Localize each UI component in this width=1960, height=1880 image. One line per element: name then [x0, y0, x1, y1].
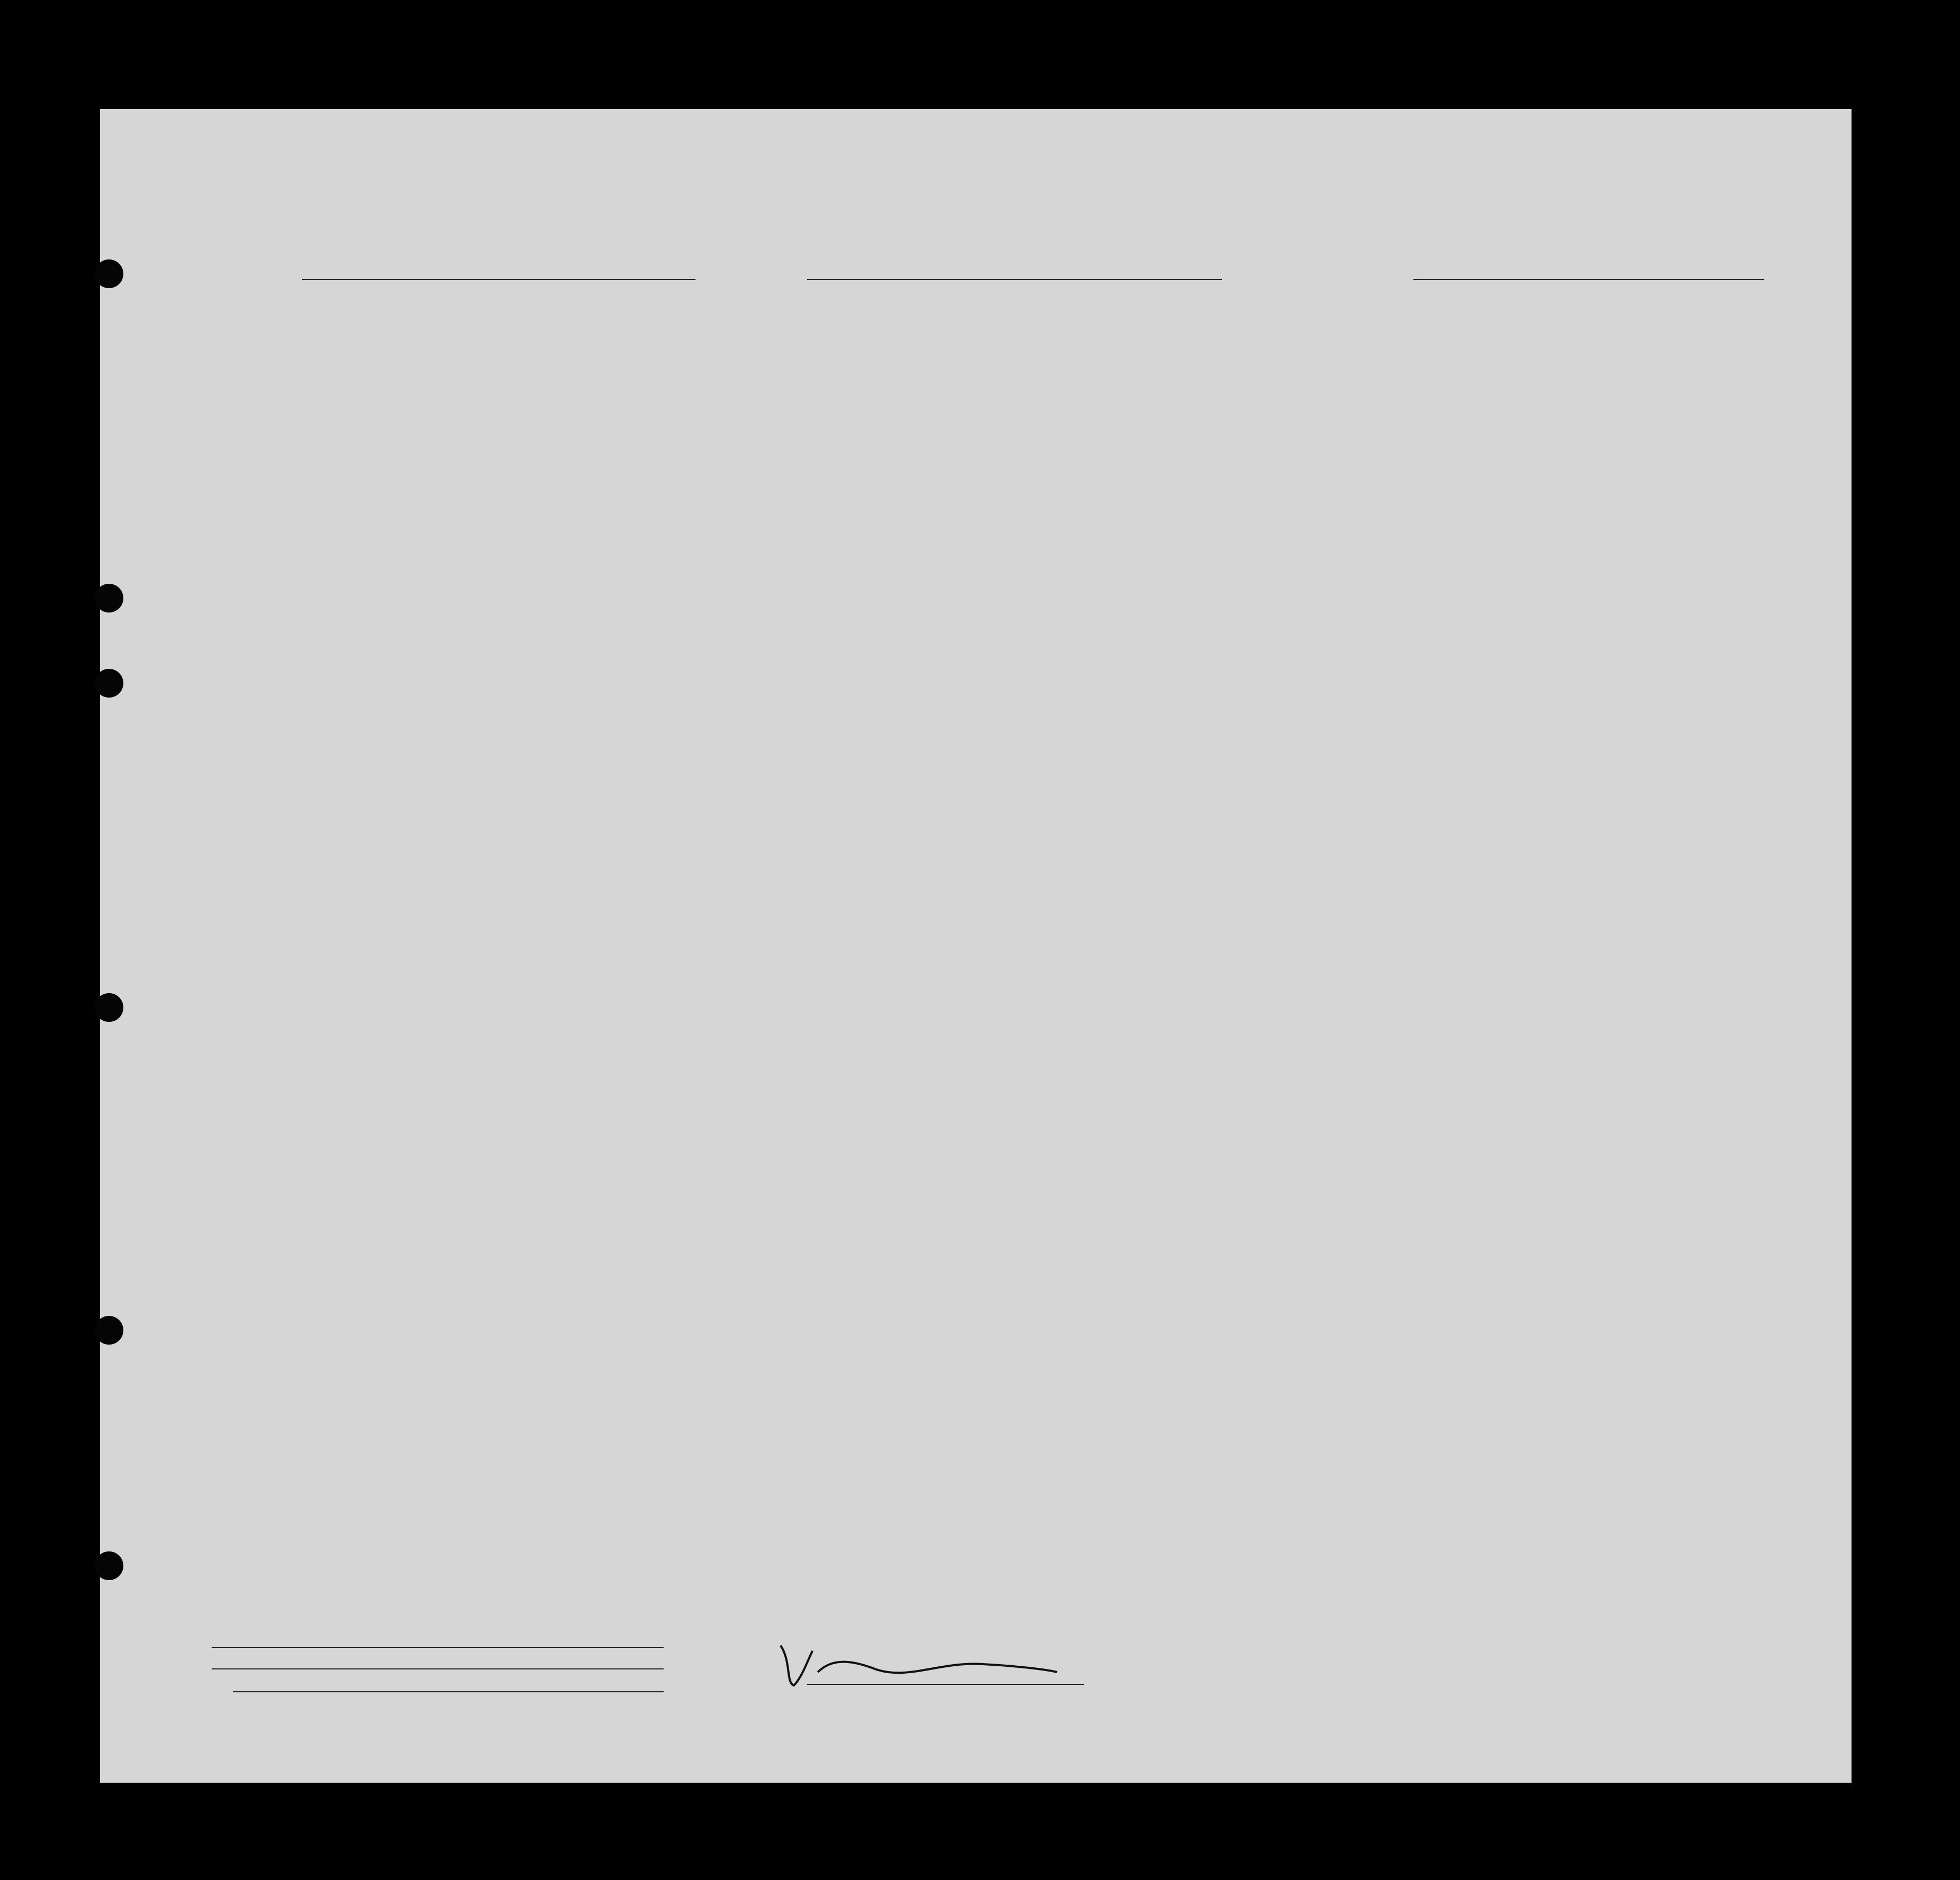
punch-hole — [95, 1551, 123, 1580]
punch-hole — [95, 669, 123, 698]
punch-hole — [95, 584, 123, 612]
manifest-document — [100, 109, 1852, 1783]
punch-hole — [95, 259, 123, 288]
punch-hole — [95, 993, 123, 1022]
inspector-signature — [770, 1640, 1068, 1693]
punch-hole — [95, 1316, 123, 1345]
crew-table — [132, 298, 1835, 1595]
